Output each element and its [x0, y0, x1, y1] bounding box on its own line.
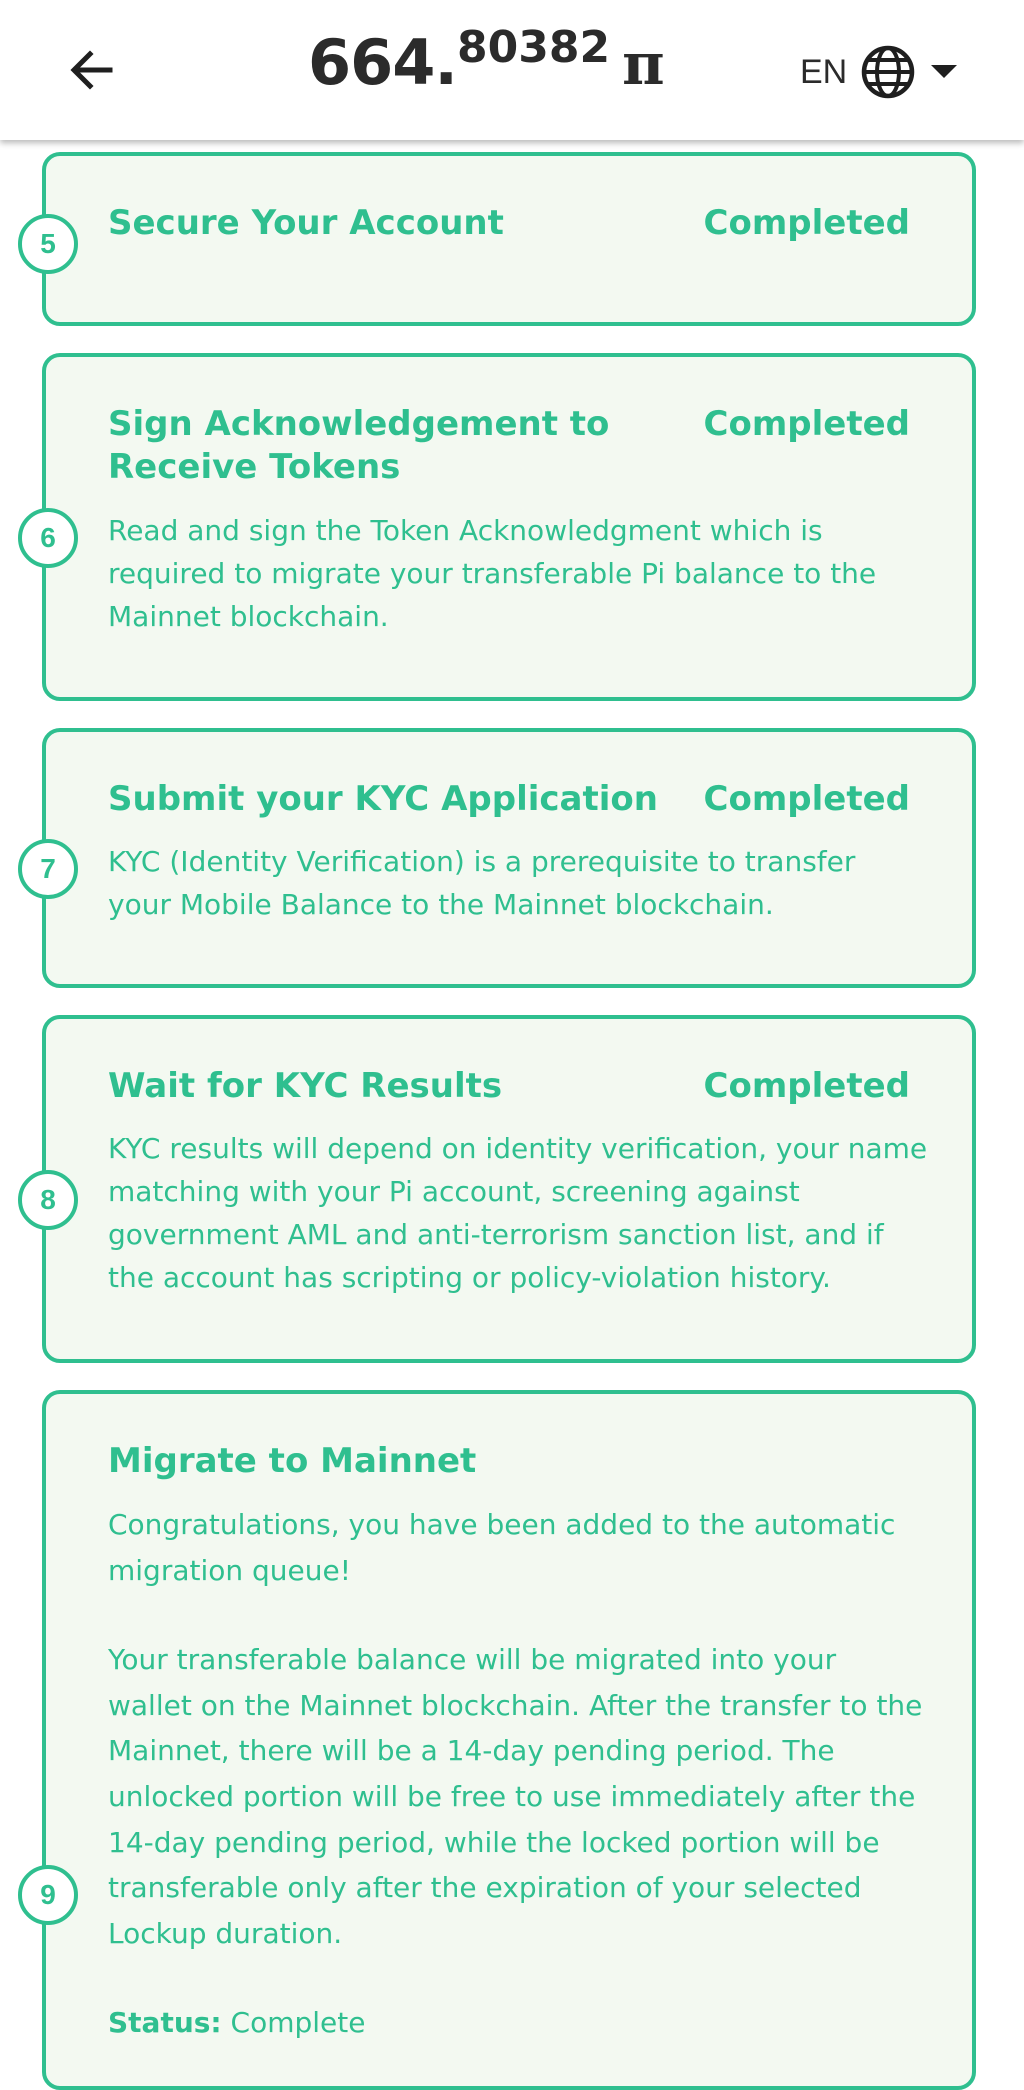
step-card-sign-acknowledgement[interactable]	[42, 353, 976, 701]
step-status: Completed	[703, 1066, 910, 1106]
balance-decimal: 80382	[456, 22, 611, 73]
step-title: Sign Acknowledgement to Receive Tokens	[108, 404, 610, 487]
migration-status	[108, 2000, 928, 2046]
arrow-left-icon	[68, 46, 116, 94]
step-description	[108, 1502, 928, 2046]
step-title: Wait for KYC Results	[108, 1066, 503, 1106]
language-selector[interactable]	[800, 42, 957, 102]
back-button[interactable]	[62, 38, 122, 102]
step-title: Submit your KYC Application	[108, 779, 658, 819]
step-description: KYC results will depend on identity verification, your name matching with your Pi account, screening against government AML and anti-terrorism sanction list, and if the account has scripting or policy-violation history.	[108, 1132, 928, 1294]
migration-details-message: Your transferable balance will be migrated into your wallet on the Mainnet blockchain. After the transfer to the Mainnet, there will be a 14-day pending period. The unlocked portion will be free to use immediately after the 14-day pending period, while the locked portion will be transferable only after the expiration of your selected Lockup duration.	[108, 1643, 923, 1950]
step-card-submit-kyc[interactable]	[42, 728, 976, 988]
migration-queue-message: Congratulations, you have been added to the automatic migration queue!	[108, 1508, 896, 1587]
step-number-badge: 8	[18, 1170, 78, 1230]
chevron-down-icon	[931, 65, 957, 79]
step-card-migrate-mainnet[interactable]	[42, 1390, 976, 2090]
globe-icon	[861, 45, 915, 99]
step-status: Completed	[703, 203, 910, 243]
step-description: Read and sign the Token Acknowledgment which is required to migrate your transferable Pi balance to the Mainnet blockchain.	[108, 514, 877, 633]
step-number-badge: 6	[18, 508, 78, 568]
pi-symbol: π	[622, 30, 665, 98]
status-value: Complete	[230, 2006, 366, 2040]
step-number-badge: 7	[18, 839, 78, 899]
top-bar	[0, 0, 1024, 140]
step-status: Completed	[703, 404, 910, 444]
step-number-badge: 9	[18, 1865, 78, 1925]
language-code: EN	[800, 52, 848, 91]
balance-integer: 664.	[308, 26, 457, 99]
step-card-secure-account	[42, 152, 976, 326]
step-number-badge: 5	[18, 214, 78, 274]
step-card-kyc-results[interactable]	[42, 1015, 976, 1363]
step-status: Completed	[703, 779, 910, 819]
step-title: Migrate to Mainnet	[108, 1441, 477, 1481]
step-title: Secure Your Account	[108, 203, 504, 243]
status-label: Status:	[108, 2006, 222, 2040]
balance-display	[308, 22, 665, 99]
step-description: KYC (Identity Verification) is a prerequisite to transfer your Mobile Balance to the Mainnet blockchain.	[108, 845, 856, 921]
